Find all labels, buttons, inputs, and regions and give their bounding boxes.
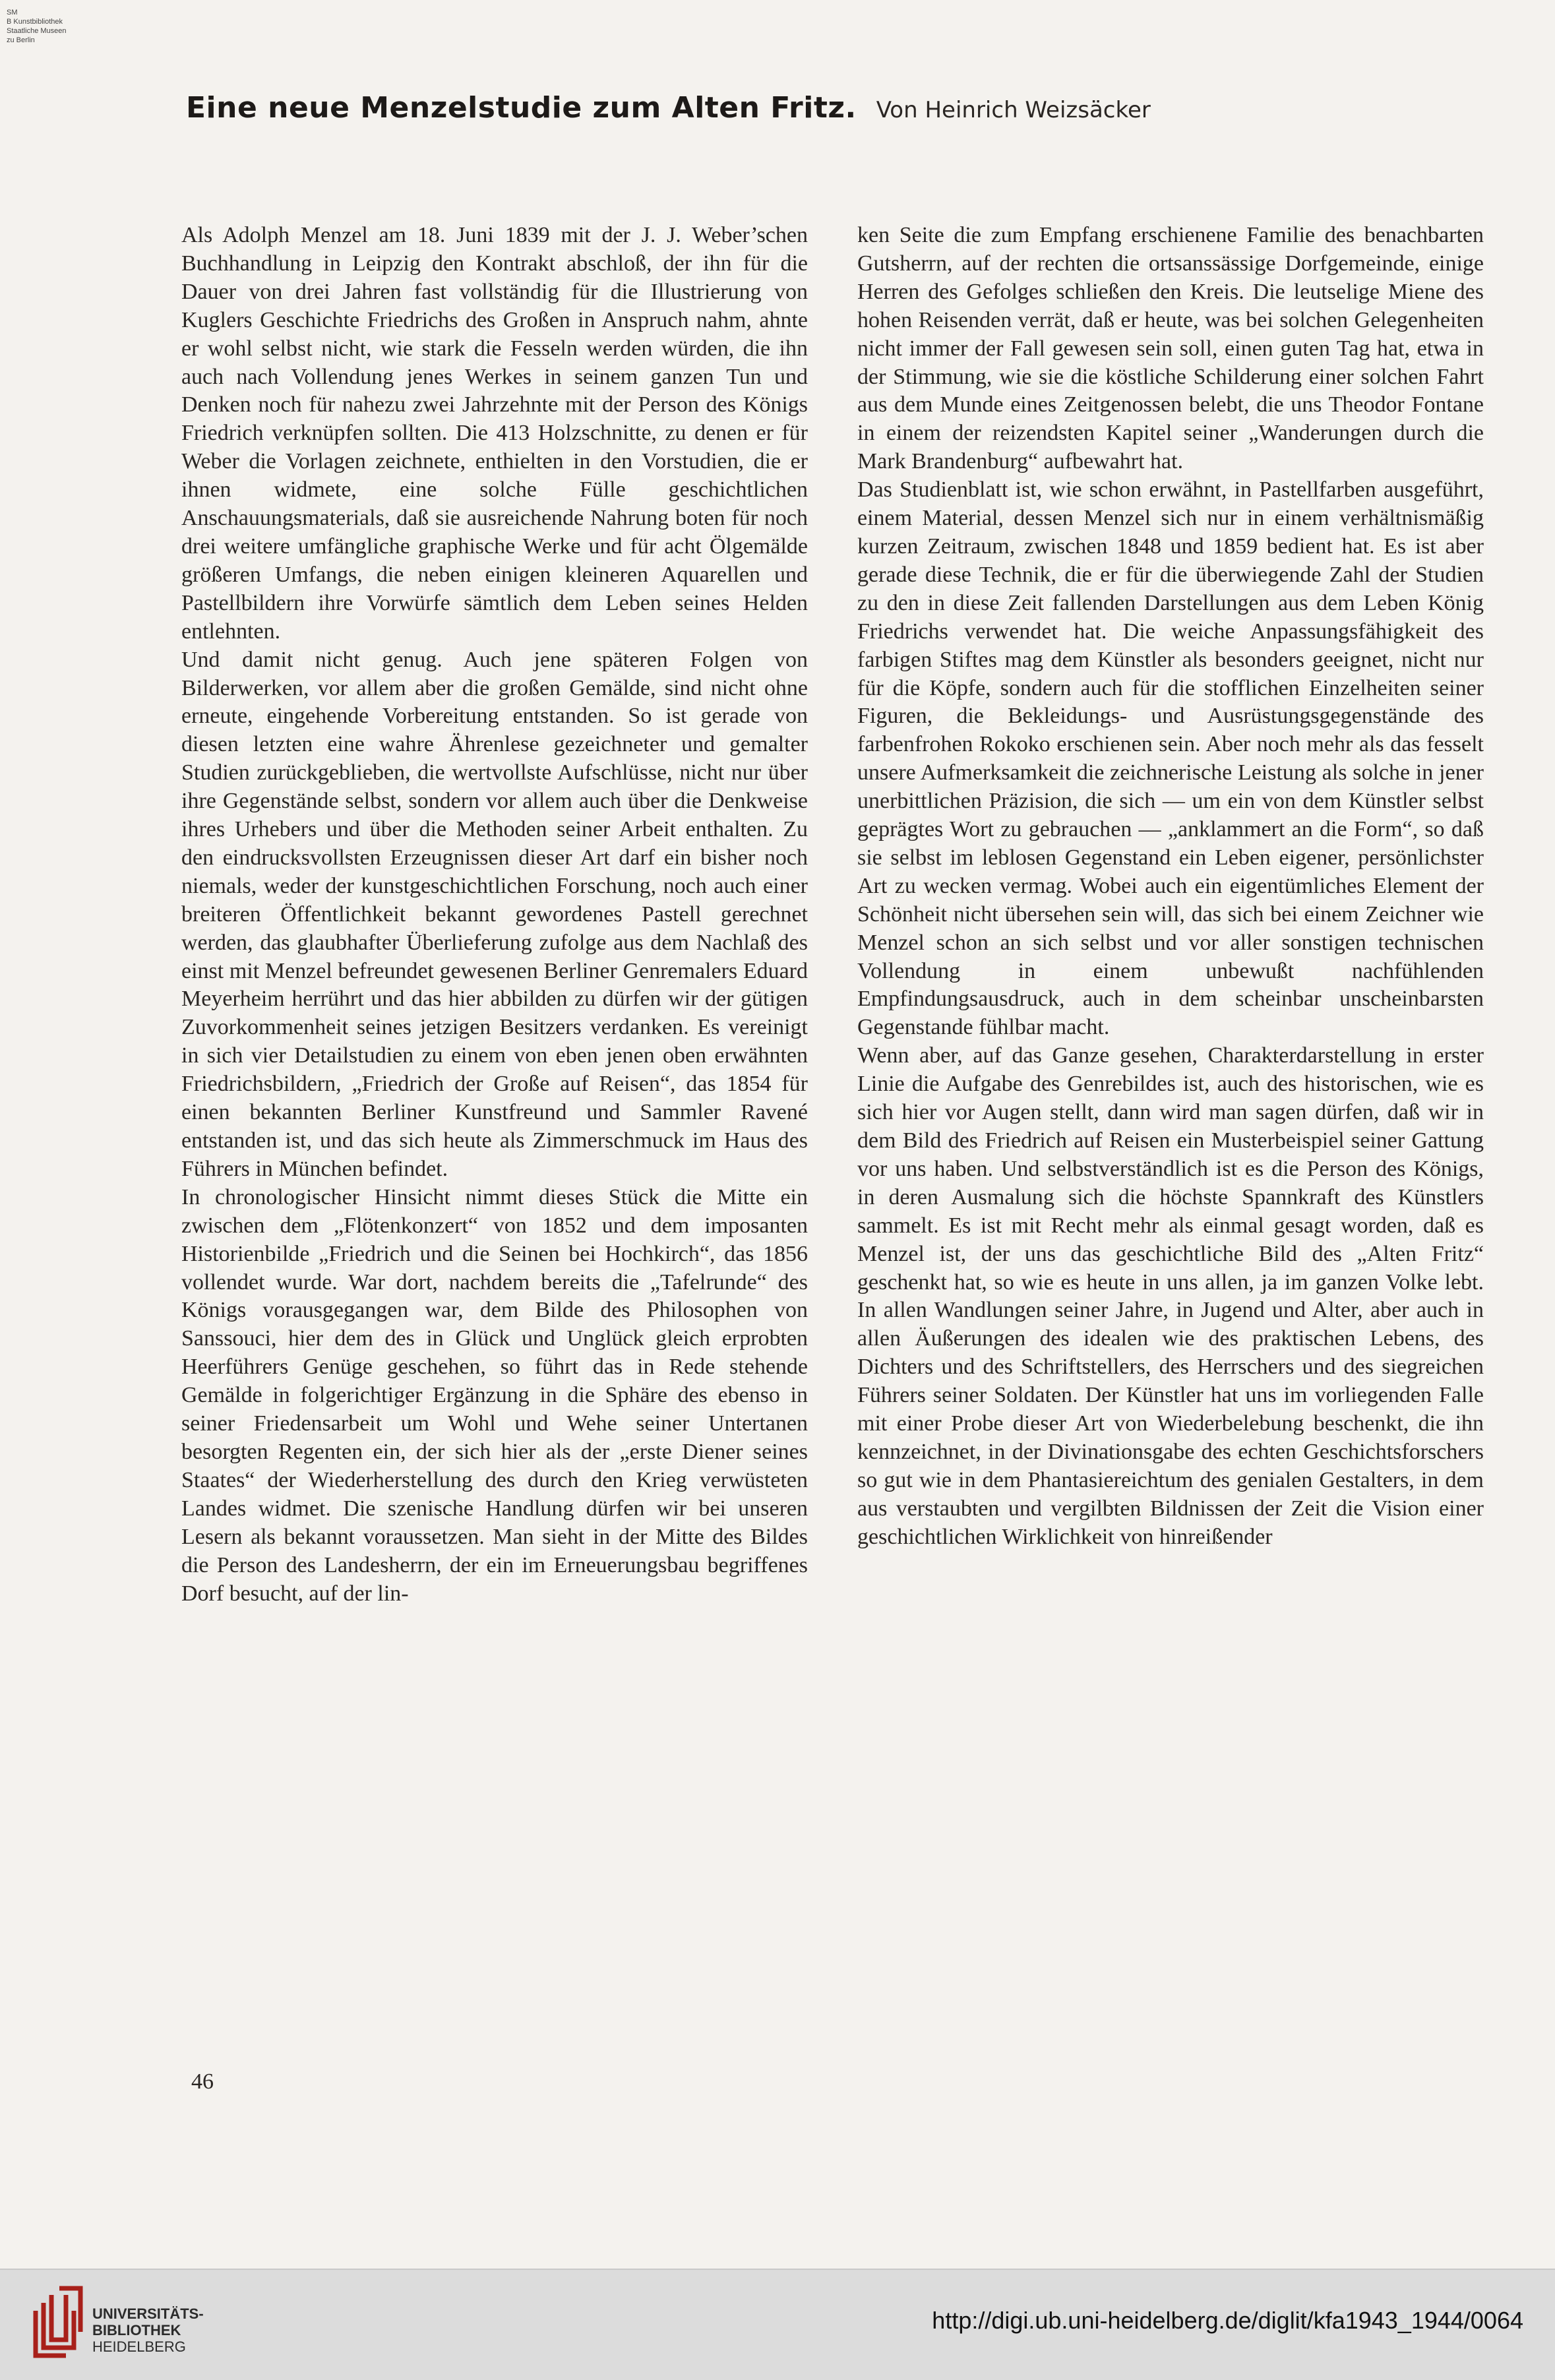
text-column-right: [857, 222, 1484, 2015]
paragraph: Wenn aber, auf das Ganze gesehen, Charakterdarstellung in erster Linie die Aufgabe des Genrebildes ist, auch des historischen, wie es sich hier vor Augen stellt, dann wird man sagen dürfen, daß wir in dem Bild des Friedrich auf Reisen ein Musterbeispiel seiner Gattung vor uns haben. Und selbstverständlich ist es die Person des Königs, in deren Ausmalung sich die höchste Spannkraft des Künstlers sammelt. Es ist mit Recht mehr als einmal gesagt worden, daß es Menzel ist, der uns das geschichtliche Bild des „Alten Fritz“ geschenkt hat, so wie es heute in uns allen, ja im ganzen Volke lebt. In allen Wandlungen seiner Jahre, in Jugend und Alter, aber auch in allen Äußerungen des idealen wie des praktischen Lebens, des Dichters und des Schriftstellers, des Herrschers und des siegreichen Führers seiner Soldaten. Der Künstler hat uns im vorliegenden Falle mit einer Probe dieser Art von Wiederbelebung beschenkt, die ihn kennzeichnet, in der Divinationsgabe des echten Geschichtsforschers so gut wie in dem Phantasiereichtum des genialen Gestalters, in dem aus verstaubten und vergilbten Bildnissen der Zeit die Vision einer geschichtlichen Wirklichkeit von hinreißender: [857, 1043, 1484, 1549]
paragraph: ken Seite die zum Empfang erschienene Familie des benachbarten Gutsherrn, auf der rechten die ortsanssässige Dorfgemeinde, einige Herren des Gefolges schließen den Kreis. Die leutselige Miene des hohen Reisenden verrät, daß er heute, was bei solchen Gelegenheiten nicht immer der Fall gewesen sein soll, einen guten Tag hat, etwa in der Stimmung, wie sie die köstliche Schilderung einer solchen Fahrt aus dem Munde eines Zeitgenossen belebt, die uns Theodor Fontane in einem der reizendsten Kapitel seiner „Wanderungen durch die Mark Brandenburg“ aufbewahrt hat.: [857, 223, 1484, 474]
page-number: 46: [191, 2069, 214, 2094]
paragraph: Und damit nicht genug. Auch jene späteren Folgen von Bilderwerken, vor allem aber die großen Gemälde, sind nicht ohne erneute, eingehende Vorbereitung entstanden. So ist gerade von diesen letzten eine wahre Ährenlese gezeichneter und gemalter Studien zurückgeblieben, die wertvollste Aufschlüsse, nicht nur über ihre Gegenstände selbst, sondern vor allem auch über die Denkweise ihres Urhebers und über die Methoden seiner Arbeit enthalten. Zu den eindrucksvollsten Erzeugnissen dieser Art darf ein bisher noch niemals, weder der kunstgeschichtlichen Forschung, noch auch einer breiteren Öffentlichkeit bekannt gewordenes Pastell gerechnet werden, das glaubhafter Überlieferung zufolge aus dem Nachlaß des einst mit Menzel befreundet gewesenen Berliner Genremalers Eduard Meyerheim herrührt und das hier abbilden zu dürfen wir der gütigen Zuvorkommenheit seines jetzigen Besitzers verdanken. Es vereinigt in sich vier Detailstudien zu einem von eben jenen oben erwähnten Friedrichsbildern, „Friedrich der Große auf Reisen“, das 1854 für einen bekannten Berliner Kunstfreund und Sammler Ravené entstanden ist, und das sich heute als Zimmerschmuck im Haus des Führers in München befindet.: [181, 647, 808, 1181]
article-author: Von Heinrich Weizsäcker: [876, 97, 1151, 123]
institution-line: BIBLIOTHEK: [92, 2322, 181, 2338]
institution-line: HEIDELBERG: [92, 2338, 186, 2355]
digitization-footer: [0, 2269, 1555, 2380]
article-title: Eine neue Menzelstudie zum Alten Fritz.: [186, 91, 857, 125]
paragraph: In chronologischer Hinsicht nimmt dieses Stück die Mitte ein zwischen dem „Flötenkonzert“ von 1852 und dem imposanten Historienbilde „Friedrich und die Seinen bei Hochkirch“, das 1856 vollendet wurde. War dort, nachdem bereits die „Tafelrunde“ des Königs vorausgegangen war, dem Bilde des Philosophen von Sanssouci, hier dem des in Glück und Unglück gleich erprobten Heerführers Genüge geschehen, so führt das in Rede stehende Gemälde in folgerichtiger Ergänzung in die Sphäre des ebenso in seiner Friedensarbeit um Wohl und Wehe seiner Untertanen besorgten Regenten ein, der sich hier als der „erste Diener seines Staates“ der Wiederherstellung des durch den Krieg verwüsteten Landes widmet. Die szenische Handlung dürfen wir bei unseren Lesern als bekannt voraussetzen. Man sieht in der Mitte des Bildes die Person des Landesherrn, der ein im Erneuerungsbau begriffenes Dorf besucht, auf der lin-: [181, 1184, 808, 1606]
institution-line: UNIVERSITÄTS-: [92, 2305, 204, 2322]
paragraph: Als Adolph Menzel am 18. Juni 1839 mit der J. J. Weber’schen Buchhandlung in Leipzig den Kontrakt abschloß, der ihn für die Dauer von drei Jahren fast vollständig für die Illustrierung von Kuglers Geschichte Friedrichs des Großen in Anspruch nahm, ahnte er wohl selbst nicht, wie stark die Fesseln werden würden, die ihn auch nach Vollendung jenes Werkes in seinem ganzen Tun und Denken noch für nahezu zwei Jahrzehnte mit der Person des Königs Friedrich verknüpfen sollten. Die 413 Holzschnitte, zu denen er für Weber die Vorlagen zeichnete, enthielten in den Vorstudien, die er ihnen widmete, eine solche Fülle geschichtlichen Anschauungsmaterials, daß sie ausreichende Nahrung boten für noch drei weitere umfängliche graphische Werke und für acht Ölgemälde größeren Umfangs, die neben einigen kleineren Aquarellen und Pastellbildern ihre Vorwürfe sämtlich dem Leben seines Helden entlehnten.: [181, 223, 808, 644]
text-column-left: [181, 222, 808, 2015]
stamp-line: B Kunstbibliothek: [7, 18, 63, 26]
article-body: [181, 222, 1484, 2015]
stamp-line: Staatliche Museen: [7, 27, 67, 35]
university-library-logo-icon: [29, 2284, 84, 2362]
stamp-line: SM: [7, 9, 18, 16]
source-url-link[interactable]: http://digi.ub.uni-heidelberg.de/diglit/kfa1943_1944/0064: [932, 2307, 1523, 2334]
stamp-line: zu Berlin: [7, 36, 35, 44]
library-stamp: [7, 8, 79, 45]
article-header: [186, 91, 1439, 144]
institution-name: [92, 2305, 204, 2355]
paragraph: Das Studienblatt ist, wie schon erwähnt, in Pastellfarben ausgeführt, einem Material, dessen Menzel sich nur in einem verhältnismäßig kurzen Zeitraum, zwischen 1848 und 1859 bedient hat. Es ist aber gerade diese Technik, die er für die überwiegende Zahl der Studien zu den in diese Zeit fallenden Darstellungen aus dem Leben König Friedrichs verwendet hat. Die weiche Anpassungsfähigkeit des farbigen Stiftes mag dem Künstler als besonders geeignet, nicht nur für die Köpfe, sondern auch für die stofflichen Einzelheiten seiner Figuren, die Bekleidungs- und Ausrüstungsgegenstände des farbenfrohen Rokoko erschienen sein. Aber noch mehr als das fesselt unsere Aufmerksamkeit die zeichnerische Leistung als solche in jener unerbittlichen Präzision, die sich — um ein von dem Künstler selbst geprägtes Wort zu gebrauchen — „anklammert an die Form“, so daß sie selbst im leblosen Gegenstand ein Leben eigener, persönlichster Art zu wecken vermag. Wobei auch ein eigentümliches Element der Schönheit nicht übersehen sein will, das sich bei einem Zeichner wie Menzel schon an sich selbst und vor aller sonstigen technischen Vollendung in einem unbewußt nachfühlenden Empfindungsausdruck, auch in dem scheinbar unscheinbarsten Gegenstande fühlbar macht.: [857, 477, 1484, 1040]
